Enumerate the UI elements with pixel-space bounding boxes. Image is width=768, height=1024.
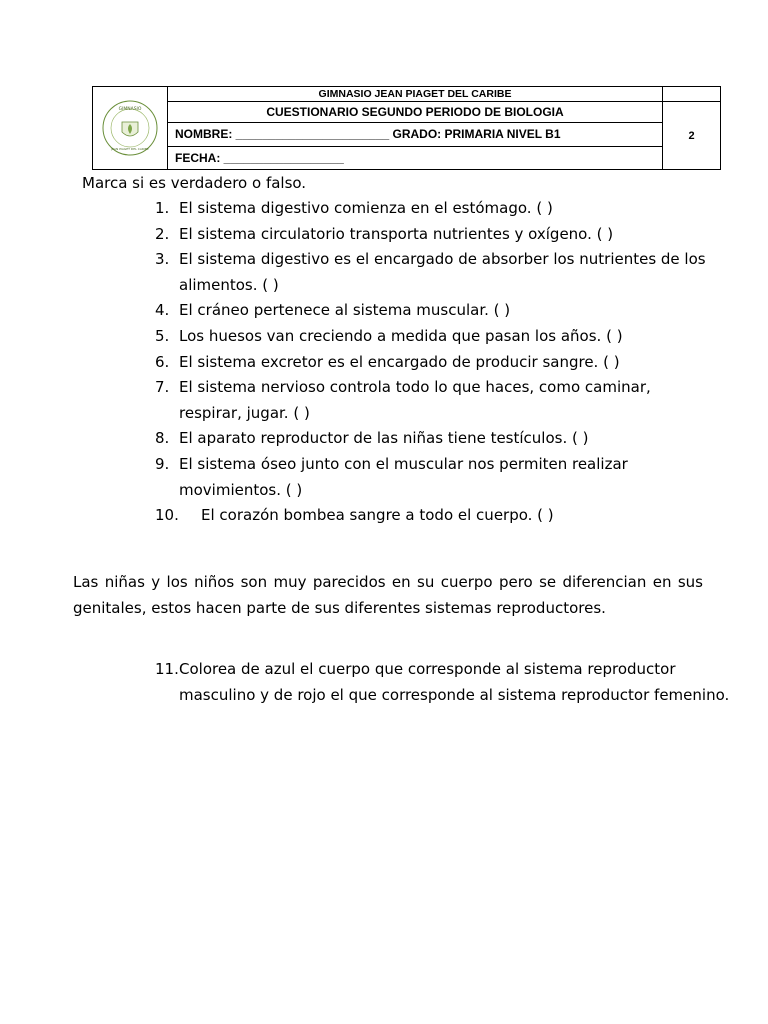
question-number: 3. — [155, 250, 170, 269]
question-item — [155, 196, 715, 222]
question-item — [155, 222, 715, 248]
question-text: El cráneo pertenece al sistema muscular. ( ) — [179, 301, 511, 320]
question-item — [155, 375, 715, 426]
quiz-title: CUESTIONARIO SEGUNDO PERIODO DE BIOLOGIA — [168, 102, 663, 123]
question-number: 7. — [155, 378, 170, 397]
question-number: 5. — [155, 326, 170, 345]
name-grade-field[interactable]: NOMBRE: _______________________ GRADO: PRIMARIA NIVEL B1 — [168, 123, 663, 146]
question-text: El sistema excretor es el encargado de producir sangre. ( ) — [179, 352, 620, 371]
question-text: El sistema óseo junto con el muscular nos permiten realizar movimientos. ( ) — [179, 454, 628, 499]
question-number: 4. — [155, 301, 170, 320]
question-text: Colorea de azul el cuerpo que corresponde al sistema reproductor masculino y de rojo el que corresponde al sistema reproductor femenino. — [179, 660, 730, 704]
question-11 — [155, 657, 739, 708]
question-text: El sistema nervioso controla todo lo que haces, como caminar, respirar, jugar. ( ) — [179, 378, 651, 422]
body-paragraph: Las niñas y los niños son muy parecidos en su cuerpo pero se diferencian en sus genitales, estos hacen parte de sus diferentes sistemas reproductores. — [73, 573, 703, 617]
instruction-text: Marca si es verdadero o falso. — [82, 174, 307, 192]
question-text: El corazón bombea sangre a todo el cuerpo. ( ) — [201, 506, 554, 525]
question-number: 6. — [155, 352, 170, 371]
school-logo-icon — [100, 98, 160, 158]
question-text: El sistema digestivo comienza en el estómago. ( ) — [179, 199, 553, 217]
logo-text-top: GIMNASIO — [118, 107, 142, 112]
school-name: GIMNASIO JEAN PIAGET DEL CARIBE — [168, 87, 663, 102]
question-number: 2. — [155, 224, 170, 243]
question-number: 8. — [155, 429, 170, 448]
question-item — [155, 247, 715, 298]
header-blank-cell — [663, 87, 721, 102]
date-field[interactable]: FECHA: __________________ — [168, 146, 663, 169]
question-number: 11. — [155, 660, 179, 678]
logo-text-bottom: JEAN PIAGET DEL CARIBE — [111, 147, 149, 151]
question-item — [155, 298, 715, 324]
page-number: 2 — [663, 102, 721, 170]
question-text: El sistema digestivo es el encargado de absorber los nutrientes de los alimentos. ( ) — [179, 250, 706, 294]
header-table — [92, 86, 721, 170]
question-text: El sistema circulatorio transporta nutrientes y oxígeno. ( ) — [179, 224, 614, 243]
school-logo-cell — [93, 87, 168, 170]
question-item — [155, 350, 715, 376]
question-number: 1. — [155, 199, 170, 217]
question-text: Los huesos van creciendo a medida que pasan los años. ( ) — [179, 326, 623, 345]
question-item — [155, 324, 715, 350]
question-item — [155, 452, 715, 503]
question-item — [155, 426, 715, 452]
question-item — [155, 503, 715, 529]
question-number: 9. — [155, 454, 170, 473]
question-number: 10. — [155, 506, 179, 525]
question-list — [155, 196, 715, 529]
question-text: El aparato reproductor de las niñas tiene testículos. ( ) — [179, 429, 589, 448]
